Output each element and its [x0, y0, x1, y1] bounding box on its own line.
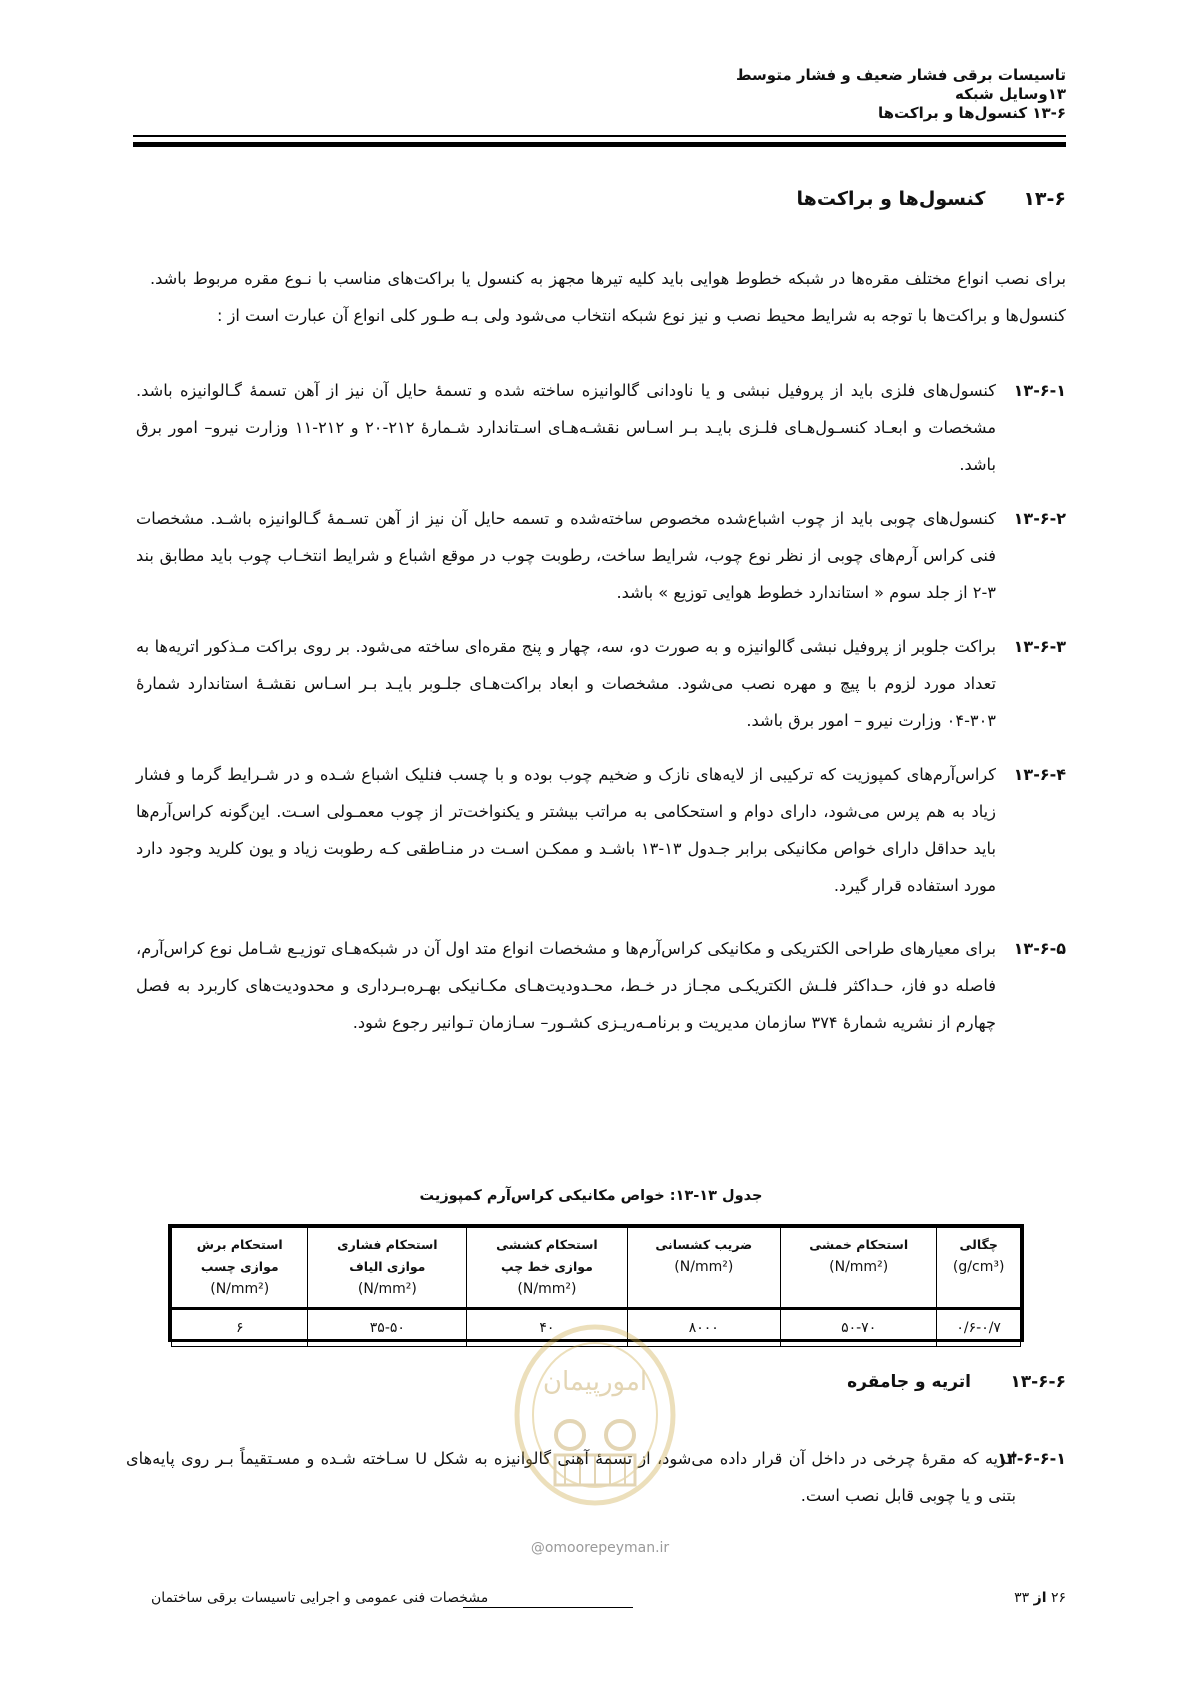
table-cell: ۳۵-۵۰ [308, 1309, 467, 1347]
subsection-title: اتریه و جامقره [847, 1372, 971, 1392]
header-line-1: تاسیسات برقی فشار ضعیف و فشار متوسط [735, 66, 1066, 84]
clause-text: برای معیارهای طراحی الکتریکی و مکانیکی کراس‌آرم‌ها و مشخصات انواع متد اول آن در شبکه‌هـای توزیـع شـامل نوع کراس‌آرم، فاصله دو فاز، حـداکثر فلـش الکتریکـی مجـاز در خـط، محـدودیت‌هـای مکـانیکی بهـره‌بـرداری و محدودیت‌های کاربرد به فصل چهارم از نشریه شمارهٔ ۳۷۴ سازمان مدیریت و برنامـه‌ریـزی کشـور– سـازمان تـوانیر رجوع شود. [136, 939, 996, 1032]
clause-text: کنسول‌های چوبی باید از چوب اشباع‌شده مخصوص ساخته‌شده و تسمه حایل آن نیز از آهن تسـمهٔ گـالوانیزه باشـد. مشخصات فنی کراس آرم‌های چوبی از نظر نوع چوب، شرایط ساخت، رطوبت چوب در موقع اشباع و شرایط انتخـاب چوب باید مطابق بند ۳-۲ از جلد سوم « استاندارد خطوط هوایی توزیع » باشد. [136, 509, 996, 602]
table-header-cell: استحکام برش موازی چسب (N/mm²) [172, 1228, 308, 1309]
table-header-cell: استحکام کششی موازی خط چپ (N/mm²) [467, 1228, 627, 1309]
table-cell: ۸۰۰۰ [627, 1309, 780, 1347]
clause-number: ۱۳-۶-۲ [1013, 509, 1066, 528]
footer-underline [463, 1607, 633, 1608]
table-header-cell: استحکام فشاری موازی الیاف (N/mm²) [308, 1228, 467, 1309]
header-rule-thin [133, 135, 1066, 137]
clause-item [126, 930, 1066, 1041]
page-number: ۲۶ از ۳۳ [1014, 1590, 1066, 1606]
watermark-url: @omoorepeyman.ir [530, 1540, 670, 1556]
clause-text: کنسول‌های فلزی باید از پروفیل نبشی و یا ناودانی گالوانیزه ساخته شده و تسمهٔ حایل آن نیز از آهن تسمهٔ گـالوانیزه باشد. مشخصات و ابعـاد کنسـول‌هـای فلـزی بایـد بـر اسـاس نقشـه‌هـای اسـتاندارد شـمارهٔ ۲۱۲-۲۰ و ۲۱۲-۱۱ وزارت نیرو– امور برق باشد. [136, 381, 997, 474]
section-title: کنسول‌ها و براکت‌ها [796, 188, 986, 210]
clause-text: اتریه که مقرهٔ چرخی در داخل آن قرار داده می‌شود، از تسمهٔ آهنی گالوانیزه به شکل U سـاخته شـده و مسـتقیماً بـر روی پایه‌های بتنی و یا چوبی قابل نصب است. [126, 1449, 1016, 1505]
clause-number: ۱۳-۶-۳ [1013, 637, 1066, 656]
header-line-2: ۱۳وسایل شبکه [955, 85, 1066, 103]
section-heading [797, 188, 1066, 210]
watermark-text: امورپیمان [542, 1367, 648, 1397]
clause-item [126, 372, 1066, 483]
clause-number: ۱۳-۶-۵ [1013, 939, 1066, 958]
table-caption: جدول ۱۳-۱۳: خواص مکانیکی کراس‌آرم کمپوزیت [419, 1188, 763, 1204]
clause-item [126, 500, 1066, 611]
clause-number: ۱۳-۶-۴ [1013, 765, 1066, 784]
table-header-cell: چگالی (g/cm³) [937, 1228, 1021, 1309]
table-header-cell: ضریب کشسانی (N/mm²) [627, 1228, 780, 1309]
table-cell: ۰/۶-۰/۷ [937, 1309, 1021, 1347]
watermark-seal-icon [510, 1320, 680, 1510]
subsection-number: ۱۳-۶-۶ [1010, 1372, 1066, 1392]
header-line-3: ۱۳-۶ کنسول‌ها و براکت‌ها [878, 104, 1066, 122]
clause-text: کراس‌آرم‌های کمپوزیت که ترکیبی از لایه‌های نازک و ضخیم چوب بوده و با چسب فنلیک اشباع شـده و در شـرایط گرما و فشار زیاد به هم پرس می‌شود، دارای دوام و استحکامی به مراتب بیشتر و یکنواخت‌تر از چوب معمـولی اسـت. این‌گونه کراس‌آرم‌ها باید حداقل دارای خواص مکانیکی برابر جـدول ۱۳-۱۳ باشـد و ممکـن اسـت در منـاطقی کـه رطوبت زیاد و یون کلرید وجود دارد مورد استفاده قرار گیرد. [136, 765, 996, 895]
running-header [366, 66, 1066, 123]
page-footer [133, 1590, 1066, 1614]
table-header-row [172, 1228, 1021, 1309]
header-rule-thick [133, 142, 1066, 147]
section-number: ۱۳-۶ [1023, 188, 1066, 210]
clause-item [126, 628, 1066, 739]
clause-item [126, 756, 1066, 904]
table-cell: ۵۰-۷۰ [780, 1309, 936, 1347]
intro-paragraph: برای نصب انواع مختلف مقره‌ها در شبکه خطوط هوایی باید کلیه تیرها مجهز به کنسول یا براکت‌های مناسب با نـوع مقره مربوط باشد. کنسول‌ها و براکت‌ها با توجه به شرایط محیط نصب و نیز نوع شبکه انتخاب می‌شود ولی بـه طـور کلی انواع آن عبارت است از : [150, 269, 1066, 325]
table-cell: ۴۰ [467, 1309, 627, 1347]
clause-number: ۱۳-۶-۶-۱ [997, 1449, 1066, 1468]
footer-title: مشخصات فنی عمومی و اجرایی تاسیسات برقی ساختمان [151, 1590, 489, 1606]
table-cell: ۶ [172, 1309, 308, 1347]
clause-text: براکت جلوبر از پروفیل نبشی گالوانیزه و به صورت دو، سه، چهار و پنج مقره‌ای ساخته می‌شود. بر روی براکت مـذکور اتریه‌ها به تعداد مورد لزوم با پیچ و مهره نصب می‌شود. مشخصات و ابعاد براکت‌هـای جلـوبر بایـد بـر اسـاس نقشـهٔ استاندارد شمارهٔ ۳۰۳-۰۴ وزارت نیرو – امور برق باشد. [136, 637, 996, 730]
clause-number: ۱۳-۶-۱ [1013, 381, 1066, 400]
subsection-heading [847, 1372, 1066, 1392]
table-header-cell: استحکام خمشی (N/mm²) [780, 1228, 936, 1309]
